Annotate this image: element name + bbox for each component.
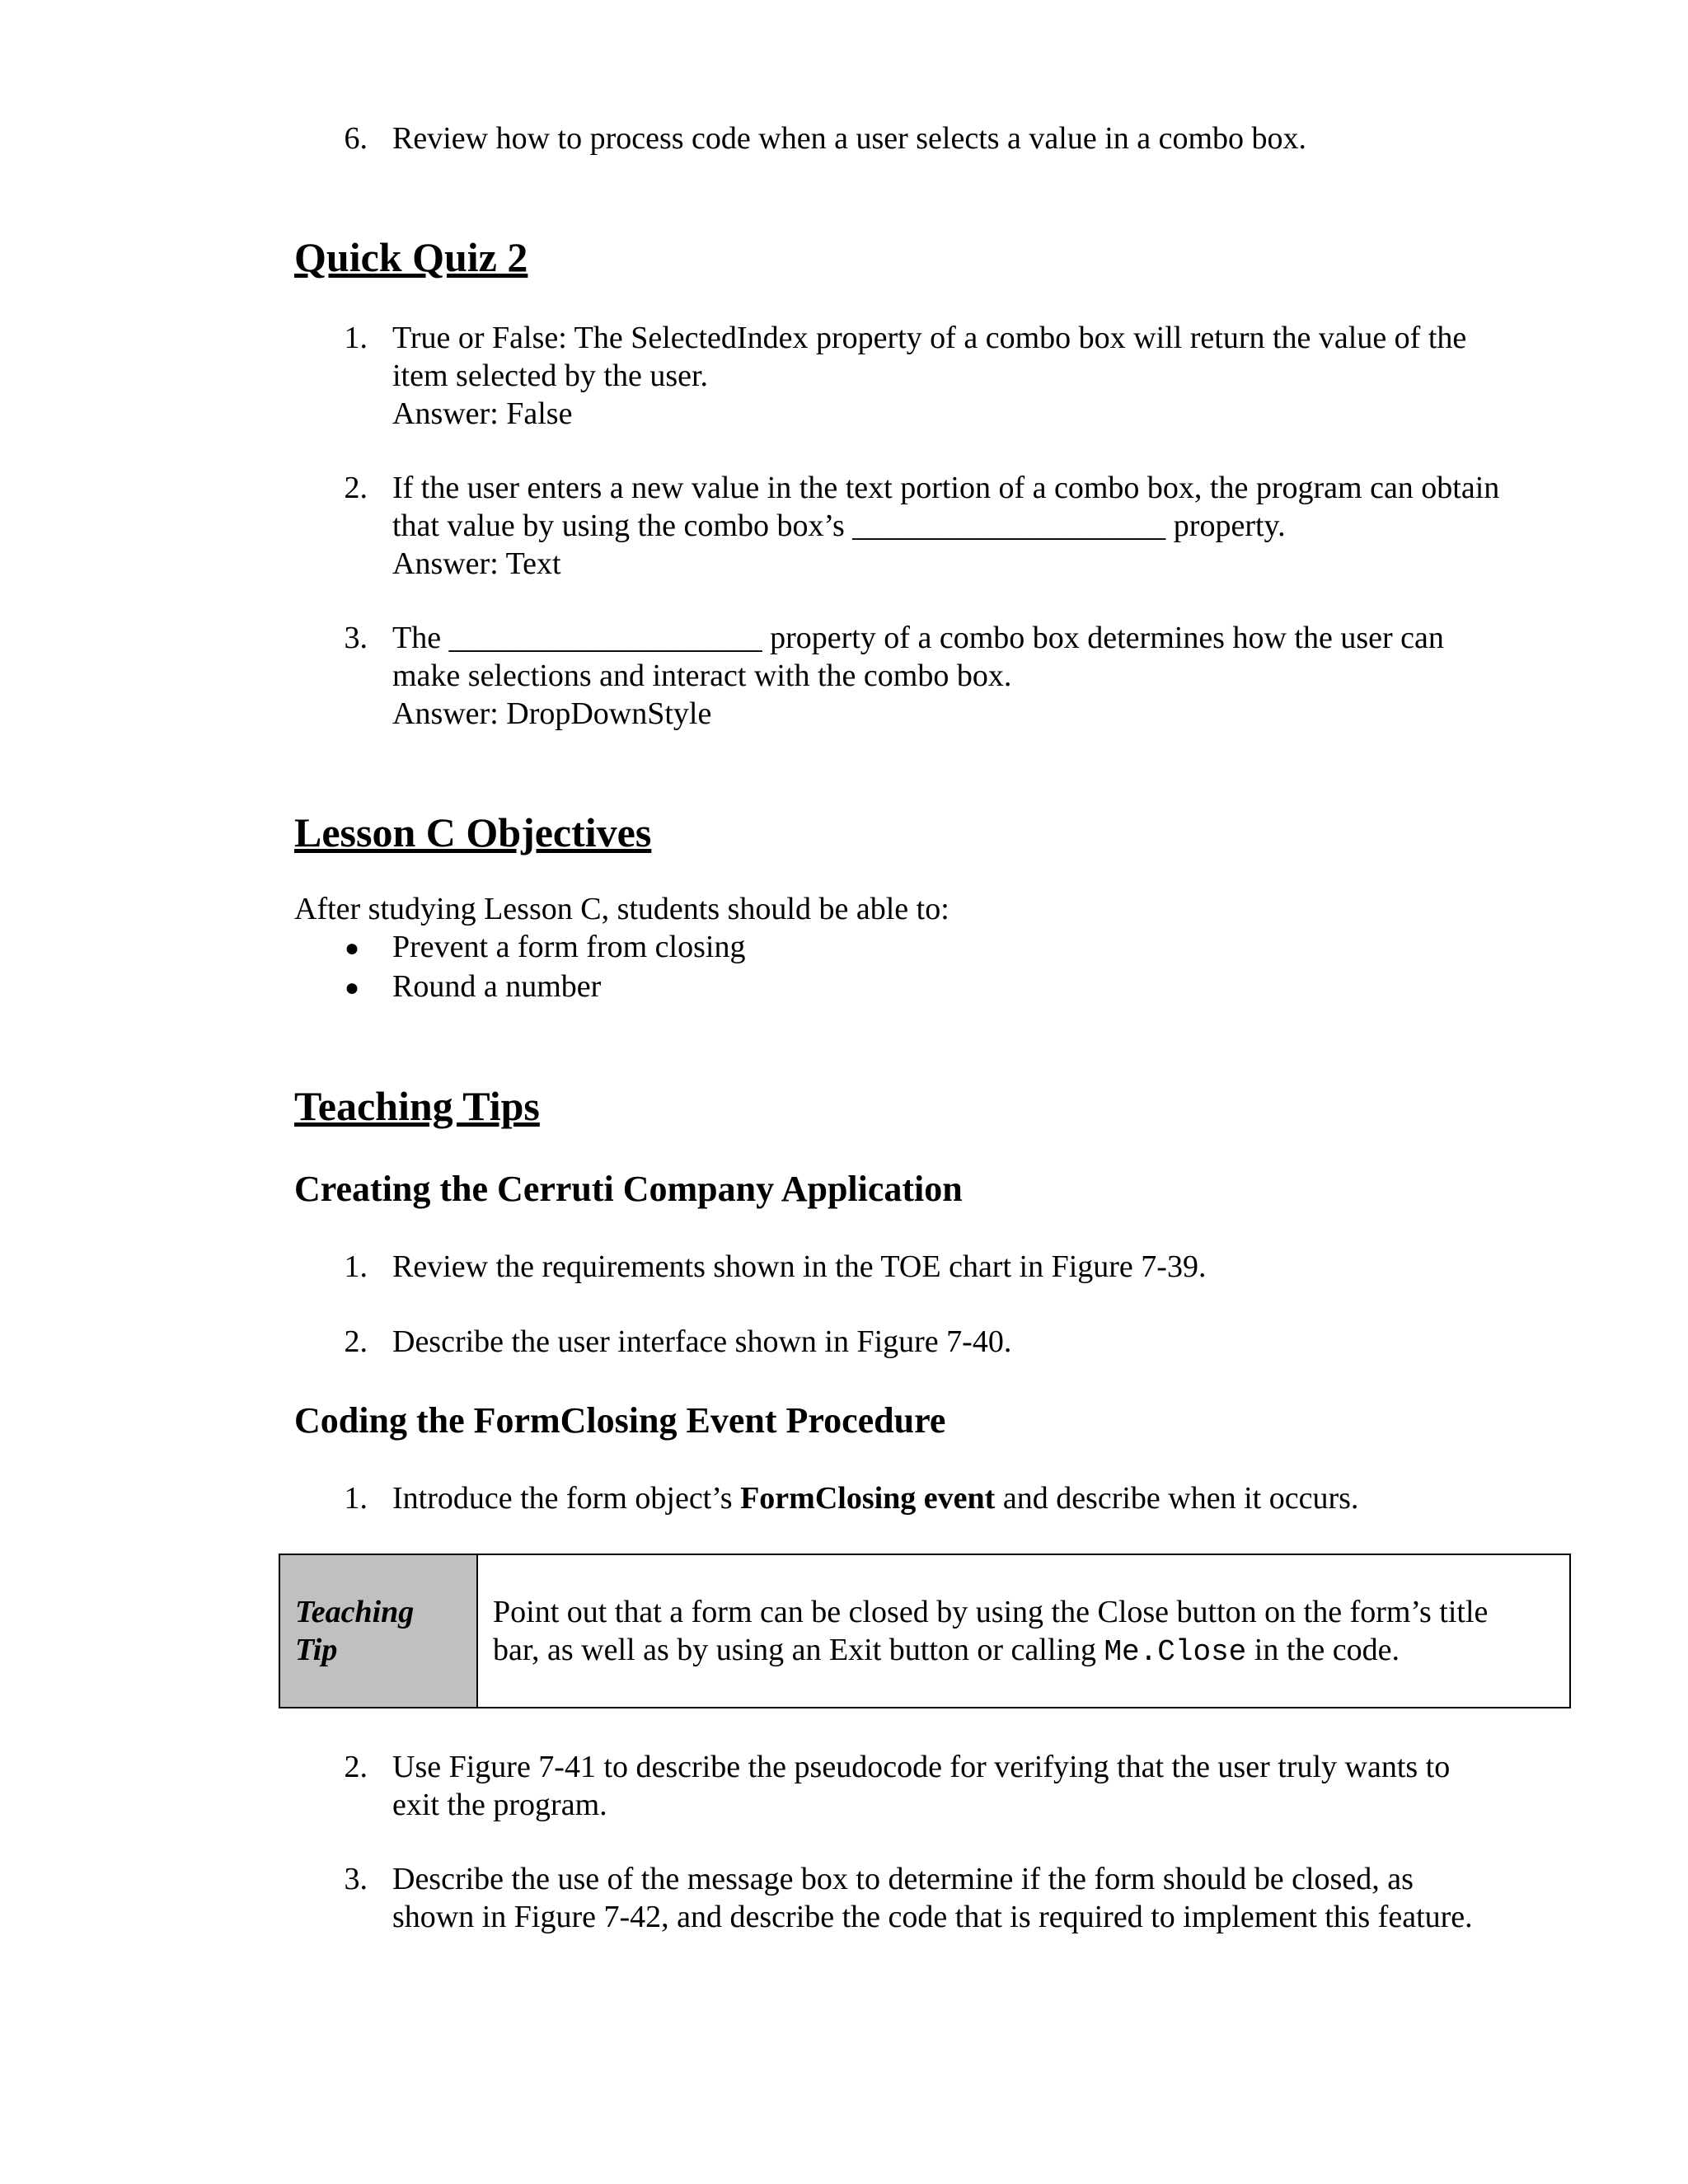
text-run: and describe when it occurs. (995, 1481, 1359, 1516)
item-number: 2. (344, 1324, 368, 1359)
item-text: item selected by the user. (392, 359, 709, 393)
item-number: 3. (344, 621, 368, 655)
item-text: Describe the use of the message box to determine if the form should be closed, as (392, 1862, 1414, 1896)
item-text: True or False: The SelectedIndex property of a combo box will return the value of the (392, 321, 1467, 355)
quiz-answer: Answer: DropDownStyle (392, 696, 712, 731)
bullet-text: Prevent a form from closing (392, 930, 746, 964)
item-number: 1. (344, 1481, 368, 1516)
item-text: make selections and interact with the combo box. (392, 658, 1012, 693)
text-run: in the code. (1246, 1633, 1400, 1667)
item-text: The ____________________ property of a combo box determines how the user can (392, 621, 1444, 655)
teaching-tips-heading: Teaching Tips (294, 1083, 540, 1129)
tip-body (478, 1555, 1569, 1707)
item-text: Use Figure 7-41 to describe the pseudocode for verifying that the user truly wants to (392, 1750, 1451, 1784)
item-text (392, 1479, 1358, 1517)
quiz-answer: Answer: Text (392, 546, 561, 581)
bullet-icon: ● (345, 974, 360, 1001)
tip-label-line: Tip (295, 1633, 338, 1667)
item-number: 3. (344, 1862, 368, 1896)
teaching-tip-box (279, 1554, 1571, 1708)
item-number: 1. (344, 1249, 368, 1284)
bold-term: FormClosing event (740, 1481, 996, 1516)
section-title: Coding the FormClosing Event Procedure (294, 1400, 946, 1441)
tip-label-line: Teaching (295, 1595, 415, 1629)
tip-label (280, 1555, 478, 1707)
bullet-text: Round a number (392, 969, 602, 1004)
item-number: 2. (344, 471, 368, 505)
quiz-answer: Answer: False (392, 396, 573, 431)
text-run: bar, as well as by using an Exit button or calling (493, 1633, 1104, 1667)
item-number: 2. (344, 1750, 368, 1784)
section-title: Creating the Cerruti Company Application (294, 1169, 963, 1209)
item-text: Describe the user interface shown in Figure 7-40. (392, 1324, 1012, 1359)
item-text: shown in Figure 7-42, and describe the code that is required to implement this feature. (392, 1900, 1473, 1934)
tip-text (493, 1631, 1553, 1671)
item-number: 6. (344, 121, 368, 156)
item-text: Review how to process code when a user selects a value in a combo box. (392, 121, 1307, 156)
item-number: 1. (344, 321, 368, 355)
quiz-heading: Quick Quiz 2 (294, 234, 528, 280)
bullet-icon: ● (345, 935, 360, 962)
item-text: If the user enters a new value in the text portion of a combo box, the program can obtain (392, 471, 1500, 505)
objectives-heading: Lesson C Objectives (294, 809, 652, 855)
objectives-intro: After studying Lesson C, students should be able to: (294, 892, 950, 926)
code-snippet: Me.Close (1104, 1635, 1247, 1669)
item-text: that value by using the combo box’s ____________________ property. (392, 509, 1286, 543)
item-text: exit the program. (392, 1788, 607, 1822)
tip-text: Point out that a form can be closed by using the Close button on the form’s title (493, 1595, 1489, 1629)
text-run: Introduce the form object’s (392, 1481, 741, 1516)
item-text: Review the requirements shown in the TOE chart in Figure 7-39. (392, 1249, 1207, 1284)
